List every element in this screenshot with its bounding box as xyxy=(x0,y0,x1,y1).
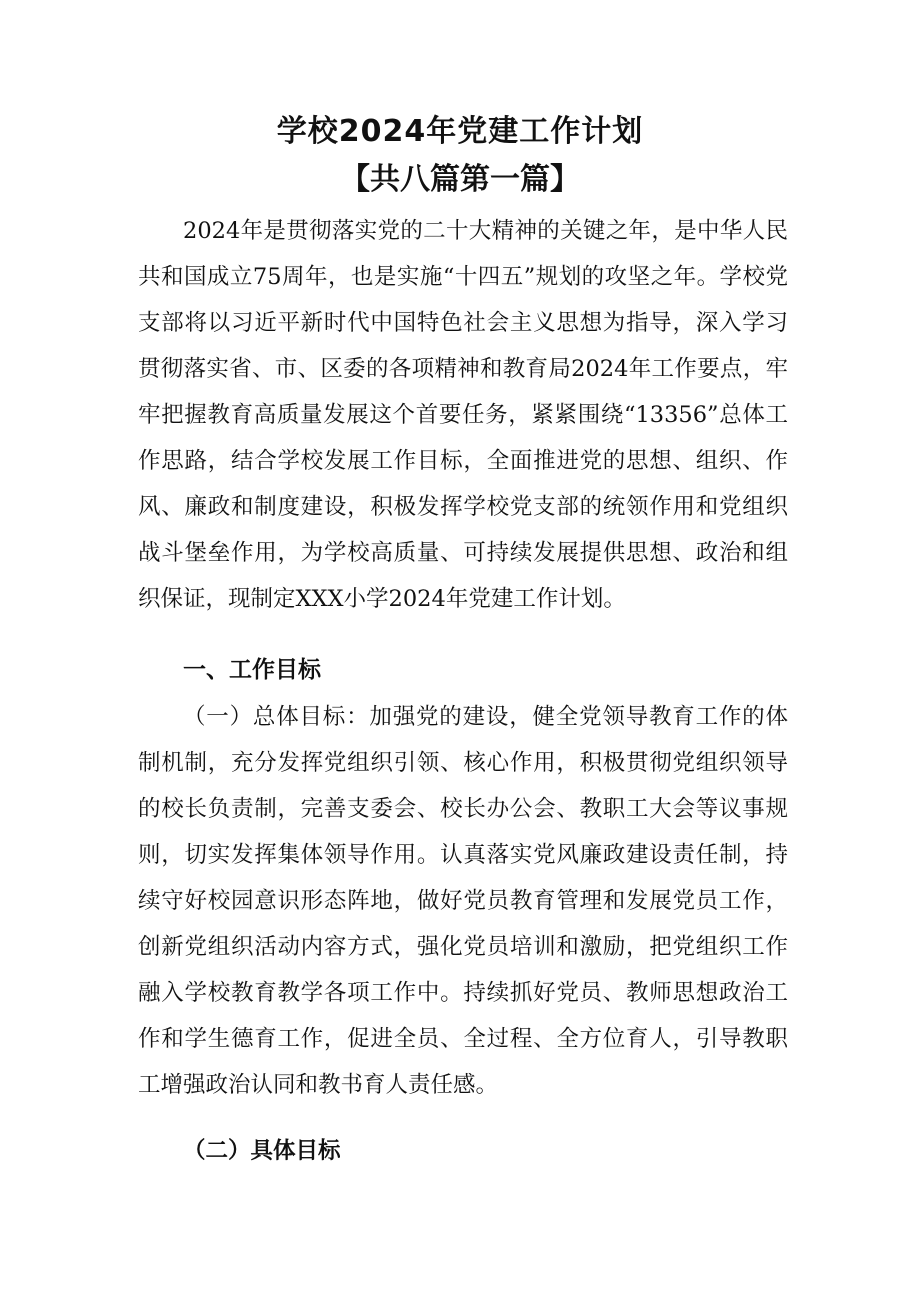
document-title: 学校2024年党建工作计划 xyxy=(276,114,644,149)
section-heading-work-goals: 一、工作目标 xyxy=(183,657,321,683)
overall-goal-paragraph: （一）总体目标：加强党的建设，健全党领导教育工作的体制机制，充分发挥党组织引领、核心作用，积极贯彻党组织领导的校长负责制，完善支委会、校长办公会、教职工大会等议事规则，切实发挥集体领导作用。认真落实党风廉政建设责任制，持续守好校园意识形态阵地，做好党员教育管理和发展党员工作，创新党组织活动内容方式，强化党员培训和激励，把党组织工作融入学校教育教学各项工作中。持续抓好党员、教师思想政治工作和学生德育工作，促进全员、全过程、全方位育人，引导教职工增强政治认同和教书育人责任感。 xyxy=(138,704,788,1098)
specific-goals-heading: （二）具体目标 xyxy=(183,1138,341,1164)
intro-paragraph: 2024年是贯彻落实党的二十大精神的关键之年，是中华人民共和国成立75周年，也是实施“十四五”规划的攻坚之年。学校党支部将以习近平新时代中国特色社会主义思想为指导，深入学习贯彻落实省、市、区委的各项精神和教育局2024年工作要点，牢牢把握教育高质量发展这个首要任务，紧紧围绕“13356”总体工作思路，结合学校发展工作目标，全面推进党的思想、组织、作风、廉政和制度建设，积极发挥学校党支部的统领作用和党组织战斗堡垒作用，为学校高质量、可持续发展提供思想、政治和组织保证，现制定XXX小学2024年党建工作计划。 xyxy=(138,218,788,612)
document-subtitle: 【共八篇第一篇】 xyxy=(340,162,580,197)
